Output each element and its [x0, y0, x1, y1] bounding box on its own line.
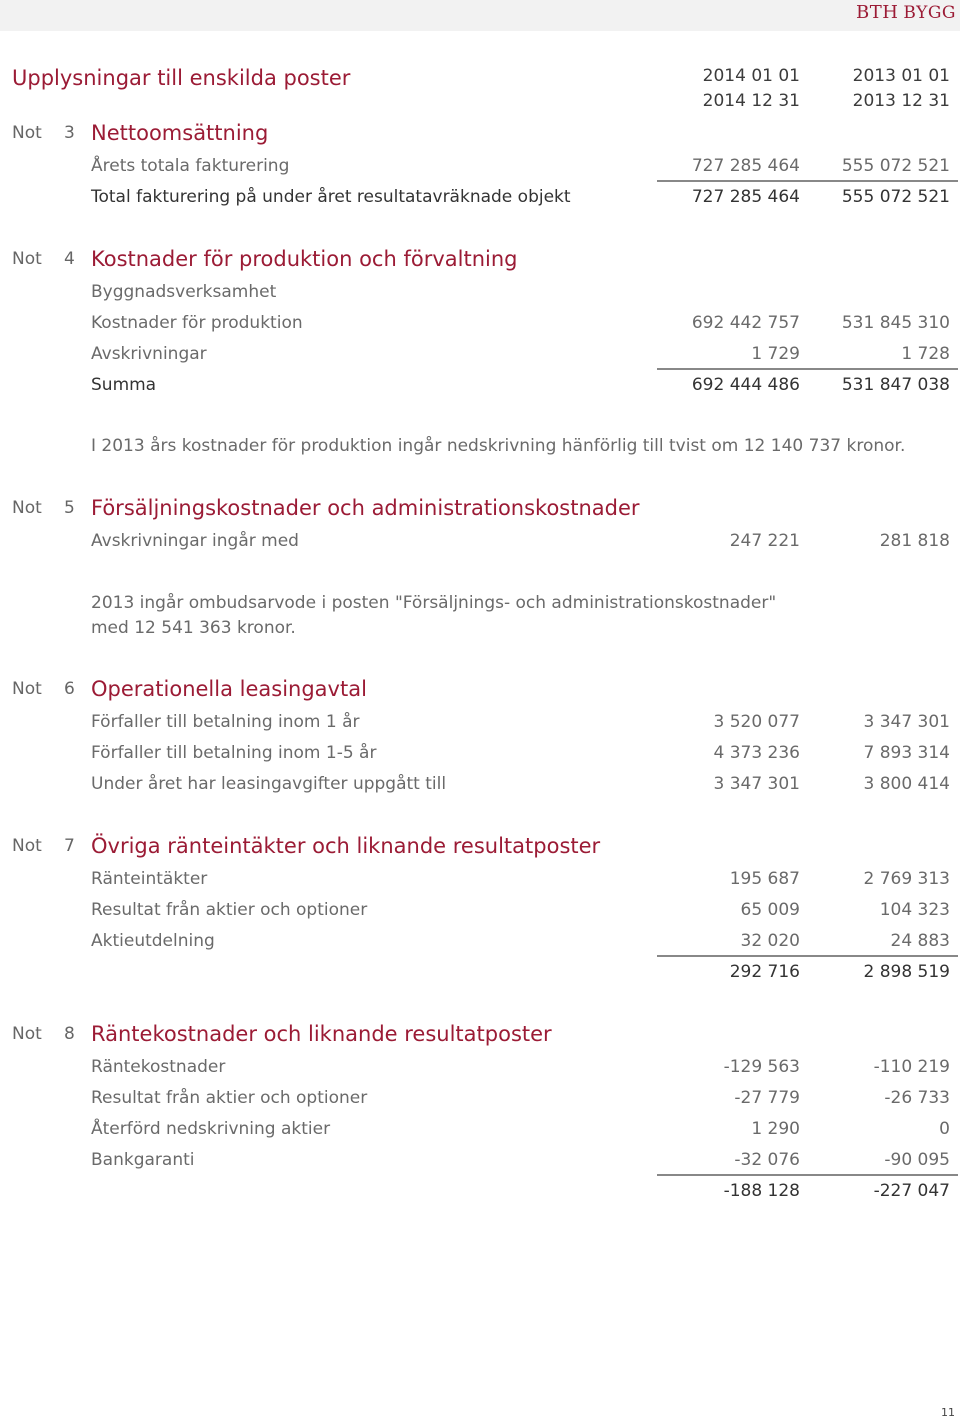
- total-value-2013: -227 047: [873, 1181, 950, 1201]
- section-title-forsaljningskostnader: Försäljningskostnader och administrationskostnader: [91, 496, 640, 520]
- row-value-2013: 555 072 521: [841, 187, 950, 207]
- row-value-2013: 7 893 314: [863, 743, 950, 763]
- note-label: Not: [12, 498, 42, 518]
- section-title-ranteintakter: Övriga ränteintäkter och liknande resultatposter: [91, 834, 601, 858]
- row-label: Resultat från aktier och optioner: [91, 1088, 368, 1108]
- note-number: 5: [64, 498, 75, 518]
- row-value-2013: -90 095: [884, 1150, 950, 1170]
- subheading: Byggnadsverksamhet: [91, 282, 277, 302]
- note-number: 6: [64, 679, 75, 699]
- row-value-2014: 692 442 757: [691, 313, 800, 333]
- row-value-2013: 104 323: [879, 900, 950, 920]
- note-label: Not: [12, 836, 42, 856]
- row-label: Resultat från aktier och optioner: [91, 900, 368, 920]
- note-text-line: 2013 ingår ombudsarvode i posten "Försäljnings- och administrationskostnader": [91, 593, 777, 613]
- row-value-2013: -110 219: [873, 1057, 950, 1077]
- row-value-2014: 727 285 464: [691, 187, 800, 207]
- row-value-2014: 195 687: [729, 869, 800, 889]
- row-value-2014: 3 347 301: [713, 774, 800, 794]
- note-label: Not: [12, 249, 42, 269]
- note-number: 3: [64, 123, 75, 143]
- brand-logo-part1: BTH: [855, 2, 899, 23]
- row-value-2013: 531 845 310: [841, 313, 950, 333]
- row-value-2014: -129 563: [723, 1057, 800, 1077]
- row-label: Återförd nedskrivning aktier: [91, 1119, 331, 1139]
- row-label: Kostnader för produktion: [91, 313, 303, 333]
- column-header-2013: [770, 64, 950, 114]
- section-title-kostnader: Kostnader för produktion och förvaltning: [91, 247, 518, 271]
- row-label: Ränteintäkter: [91, 869, 208, 889]
- row-label: Avskrivningar: [91, 344, 207, 364]
- row-value-2014: 1 729: [751, 344, 800, 364]
- total-value-2013: 2 898 519: [863, 962, 950, 982]
- row-label: Total fakturering på under året resultatavräknade objekt: [91, 187, 571, 207]
- total-value-2014: 292 716: [729, 962, 800, 982]
- row-value-2013: 281 818: [879, 531, 950, 551]
- row-value-2013: 1 728: [901, 344, 950, 364]
- row-value-2014: 32 020: [740, 931, 800, 951]
- column-header-2013-start: 2013 01 01: [852, 66, 950, 86]
- row-value-2014: -32 076: [734, 1150, 800, 1170]
- note-label: Not: [12, 1024, 42, 1044]
- row-value-2013: 0: [939, 1119, 950, 1139]
- row-label: Bankgaranti: [91, 1150, 195, 1170]
- row-value-2013: 555 072 521: [841, 156, 950, 176]
- column-header-2014-end: 2014 12 31: [702, 91, 800, 111]
- row-value-2014: 1 290: [751, 1119, 800, 1139]
- row-value-2013: 2 769 313: [863, 869, 950, 889]
- section-title-nettoomsattning: Nettoomsättning: [91, 121, 269, 145]
- row-value-2014: 247 221: [729, 531, 800, 551]
- page-header: [0, 0, 960, 31]
- row-value-2014: 3 520 077: [713, 712, 800, 732]
- row-label: Avskrivningar ingår med: [91, 531, 299, 551]
- note-label: Not: [12, 123, 42, 143]
- row-value-2014: 692 444 486: [691, 375, 800, 395]
- section-title-leasingavtal: Operationella leasingavtal: [91, 677, 367, 701]
- row-value-2013: -26 733: [884, 1088, 950, 1108]
- note-number: 4: [64, 249, 75, 269]
- row-value-2014: 4 373 236: [713, 743, 800, 763]
- brand-logo-part2: BYGG: [903, 3, 956, 23]
- divider: [657, 180, 958, 182]
- divider: [657, 1174, 958, 1176]
- total-value-2014: -188 128: [723, 1181, 800, 1201]
- row-label: Aktieutdelning: [91, 931, 215, 951]
- section-title-rantekostnader: Räntekostnader och liknande resultatposter: [91, 1022, 552, 1046]
- row-value-2014: -27 779: [734, 1088, 800, 1108]
- divider: [657, 955, 958, 957]
- row-value-2014: 727 285 464: [691, 156, 800, 176]
- note-number: 7: [64, 836, 75, 856]
- brand-logo: [856, 2, 956, 23]
- note-text: I 2013 års kostnader för produktion ingår nedskrivning hänförlig till tvist om 12 140 737 kronor.: [91, 436, 906, 456]
- page-title: Upplysningar till enskilda poster: [12, 66, 351, 90]
- divider: [657, 368, 958, 370]
- row-label: Förfaller till betalning inom 1-5 år: [91, 743, 377, 763]
- row-label: Förfaller till betalning inom 1 år: [91, 712, 360, 732]
- column-header-2014-start: 2014 01 01: [702, 66, 800, 86]
- row-label: Årets totala fakturering: [91, 156, 290, 176]
- note-number: 8: [64, 1024, 75, 1044]
- row-value-2013: 24 883: [890, 931, 950, 951]
- row-value-2013: 531 847 038: [841, 375, 950, 395]
- row-label: Under året har leasingavgifter uppgått till: [91, 774, 447, 794]
- column-header-2013-end: 2013 12 31: [852, 91, 950, 111]
- note-text-line: med 12 541 363 kronor.: [91, 618, 296, 638]
- row-label: Räntekostnader: [91, 1057, 226, 1077]
- note-text: [91, 591, 776, 641]
- row-value-2013: 3 800 414: [863, 774, 950, 794]
- row-value-2013: 3 347 301: [863, 712, 950, 732]
- row-value-2014: 65 009: [740, 900, 800, 920]
- note-label: Not: [12, 679, 42, 699]
- page-number: 11: [941, 1406, 955, 1419]
- row-label-summa: Summa: [91, 375, 157, 395]
